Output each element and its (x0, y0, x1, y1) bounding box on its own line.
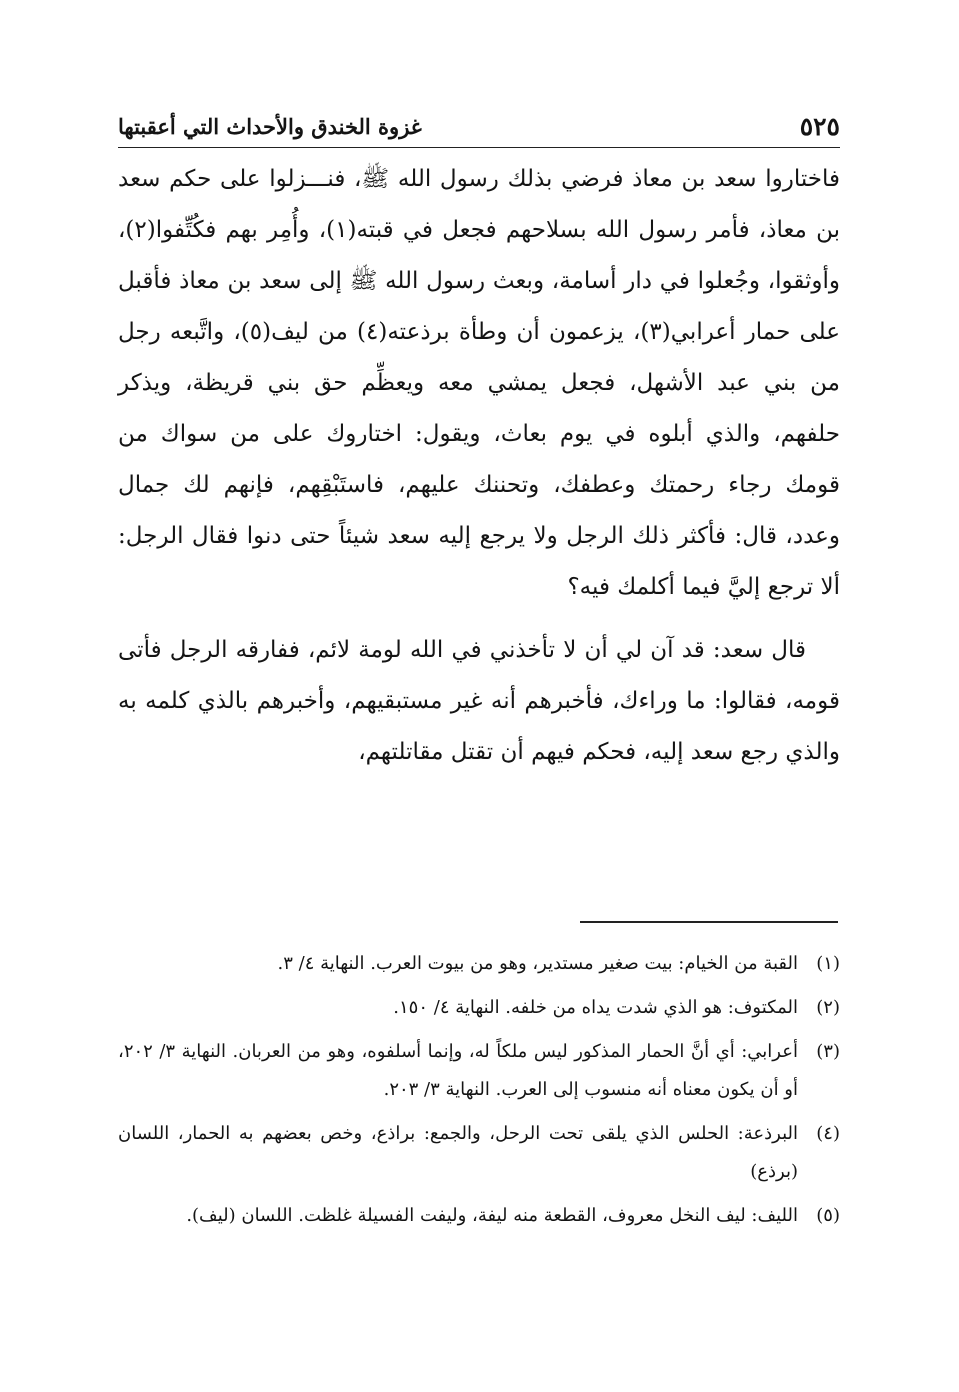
footnote-separator (580, 921, 838, 923)
footnote-number: (٢) (816, 997, 840, 1018)
footnote-number: (١) (816, 953, 840, 974)
footnote-item (118, 1033, 840, 1109)
footnote-number: (٤) (816, 1123, 840, 1144)
body-paragraph: قال سعد: قد آن لي أن لا تأخذني في الله لومة لائم، ففارقه الرجل فأتى قومه، فقالوا: ما وراءك، فأخبرهم أنه غير مستبقيهم، وأخبرهم بالذي كلمه به والذي رجع سعد إليه، فحكم فيهم أن تقتل مقاتلتهم، (118, 637, 840, 765)
footnote-item (118, 989, 840, 1027)
footnote-text: البرذعة: الحلس الذي يلقى تحت الرحل، والجمع: براذع، وخص بعضهم به الحمار، اللسان (برذع) (118, 1123, 798, 1182)
footnote-text: المكتوف: هو الذي شدت يداه من خلفه. النهاية ٤/ ١٥٠. (393, 997, 798, 1018)
main-text (118, 154, 840, 778)
page-number: ٥٢٥ (799, 112, 840, 141)
page-header (118, 112, 840, 142)
footnote-text: أعرابي: أي أنَّ الحمار المذكور ليس ملكاً له، وإنما أسلفوه، وهو من العربان. النهاية ٣/ ٢٠٢، أو أن يكون معناه أنه منسوب إلى العرب. النهاية ٣/ ٢٠٣. (118, 1041, 798, 1100)
running-title: غزوة الخندق والأحداث التي أعقبتها (118, 114, 422, 139)
body-paragraph: فاختاروا سعد بن معاذ فرضي بذلك رسول الله ﷺ، فنـــزلوا على حكم سعد بن معاذ، فأمر رسول الله بسلاحهم فجعل في قبته(١)، وأُمِر بهم فكُتِّفوا(٢)، وأوثقوا، وجُعلوا في دار أسامة، وبعث رسول الله ﷺ إلى سعد بن معاذ فأقبل على حمار أعرابي(٣)، يزعمون أن وطأة برذعته(٤) من ليف(٥)، واتَّبعه رجل من بني عبد الأشهل، فجعل يمشي معه ويعظِّم حق بني قريظة، ويذكر حلفهم، والذي أبلوه في يوم بعاث، ويقول: اختاروك على من سواك من قومك رجاء رحمتك وعطفك، وتحننك عليهم، فاستَبْقِهم، فإنهم لك جمال وعدد، قال: فأكثر ذلك الرجل ولا يرجع إليه سعد شيئاً حتى دنوا فقال الرجل: ألا ترجع إليَّ فيما أكلمك فيه؟ (118, 166, 841, 600)
header-rule (118, 147, 840, 148)
footnote-text: القبة من الخيام: بيت صغير مستدير، وهو من بيوت العرب. النهاية ٤/ ٣. (277, 953, 798, 974)
footnote-item (118, 945, 840, 983)
footnotes (118, 945, 840, 1241)
footnote-text: الليف: ليف النخل معروف، القطعة منه ليفة، وليفت الفسيلة غلظت. اللسان (ليف). (186, 1205, 798, 1226)
footnote-number: (٥) (816, 1205, 840, 1226)
footnote-number: (٣) (816, 1041, 840, 1062)
footnote-item (118, 1115, 840, 1191)
footnote-item (118, 1197, 840, 1235)
